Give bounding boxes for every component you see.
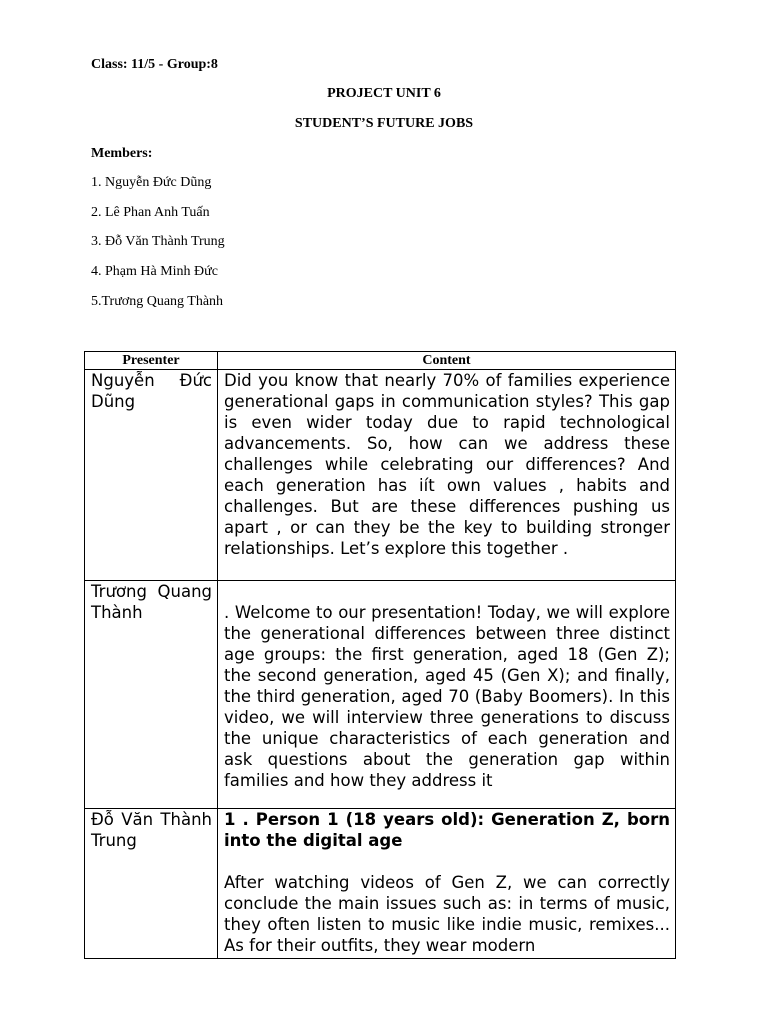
member-item: 4. Phạm Hà Minh Đức: [91, 264, 218, 279]
content-column-header: Content: [218, 352, 676, 370]
table-row: [85, 809, 676, 959]
member-item: 3. Đỗ Văn Thành Trung: [91, 234, 225, 249]
content-text: . Welcome to our presentation! Today, we will explore the generational differences between three distinct age groups: the first generation, aged 18 (Gen Z); the second generation, aged 45 (Gen X); and finally, the third generation, aged 70 (Baby Boomers). In this video, we will interview three generations to discuss the unique characteristics of each generation and ask questions about the generation gap within families and how they address it: [224, 603, 670, 790]
member-item: 5.Trương Quang Thành: [91, 294, 224, 309]
class-group-label: Class: 11/5 - Group:8: [91, 57, 218, 72]
content-text: After watching videos of Gen Z, we can correctly conclude the main issues such as: in terms of music, they often listen to music like indie music, remixes... As for their outfits, they wear modern: [224, 873, 670, 955]
table-row: [85, 370, 676, 581]
content-cell: [218, 581, 676, 809]
presenter-cell: Đỗ Văn Thành Trung: [85, 809, 218, 959]
members-label: Members:: [91, 146, 153, 161]
project-title: PROJECT UNIT 6: [327, 86, 441, 101]
presenter-cell: Trương Quang Thành: [85, 581, 218, 809]
presenter-content-table: [84, 351, 676, 959]
member-item: 1. Nguyễn Đức Dũng: [91, 175, 212, 190]
table-header-row: [85, 352, 676, 370]
presenter-column-header: Presenter: [85, 352, 218, 370]
presenter-cell: Nguyễn Đức Dũng: [85, 370, 218, 581]
table-row: [85, 581, 676, 809]
member-item: 2. Lê Phan Anh Tuấn: [91, 205, 210, 220]
project-subtitle: STUDENT’S FUTURE JOBS: [294, 116, 474, 131]
content-cell: Did you know that nearly 70% of families experience generational gaps in communication styles? This gap is even wider today due to rapid technological advancements. So, how can we address these challenges while celebrating our differences? And each generation has iít own values , habits and challenges. But are these differences pushing us apart , or can they be the key to building stronger relationships. Let’s explore this together .: [218, 370, 676, 581]
content-heading: 1 . Person 1 (18 years old): Generation Z, born into the digital age: [224, 810, 670, 850]
content-cell: [218, 809, 676, 959]
